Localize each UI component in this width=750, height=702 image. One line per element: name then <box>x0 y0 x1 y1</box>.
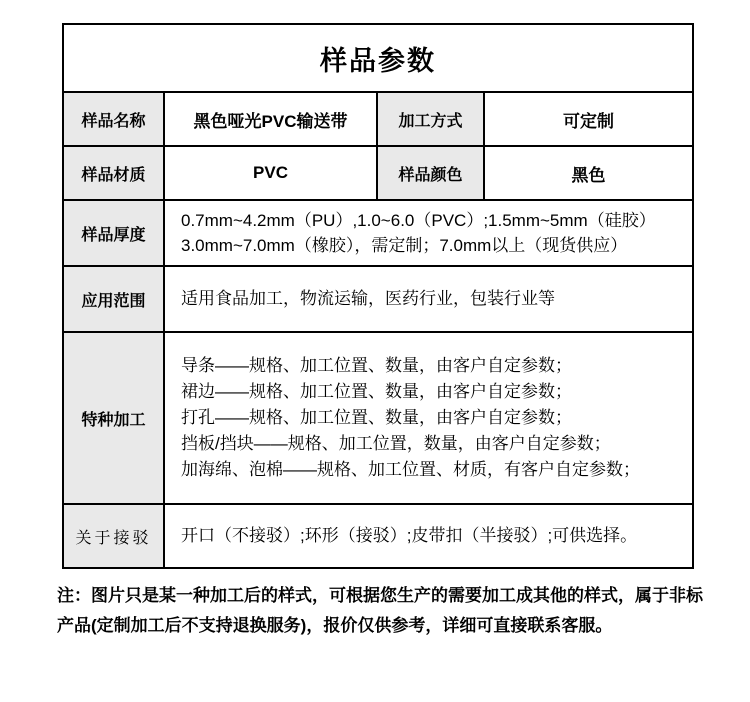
cell-special-processing <box>164 332 693 504</box>
cell-about-splicing <box>164 504 693 568</box>
application-line: 适用食品加工，物流运输，医药行业，包装行业等 <box>181 289 555 308</box>
cell-application-range <box>164 266 693 332</box>
cell-sample-name: 黑色哑光PVC输送带 <box>164 92 377 146</box>
special-processing-line: 裙边——规格、加工位置、数量，由客户自定参数； <box>181 382 572 401</box>
table-row <box>63 200 693 266</box>
table-row <box>63 92 693 146</box>
special-processing-line: 挡板/挡块——规格、加工位置，数量，由客户自定参数； <box>181 434 611 453</box>
label-sample-color: 样品颜色 <box>377 146 484 200</box>
page-title: 样品参数 <box>63 24 693 92</box>
special-processing-line: 加海绵、泡棉——规格、加工位置、材质，有客户自定参数； <box>181 460 640 479</box>
cell-sample-color: 黑色 <box>484 146 693 200</box>
table-row <box>63 266 693 332</box>
footnote <box>57 581 727 641</box>
cell-sample-thickness <box>164 200 693 266</box>
table-row <box>63 504 693 568</box>
special-processing-line: 打孔——规格、加工位置、数量，由客户自定参数； <box>181 408 572 427</box>
spec-table <box>62 23 694 569</box>
label-about-splicing: 关于接驳 <box>63 504 164 568</box>
thickness-line: 0.7mm~4.2mm（PU）,1.0~6.0（PVC）;1.5mm~5mm（硅胶） <box>181 211 656 230</box>
spec-sheet-page <box>0 23 750 702</box>
cell-sample-material: PVC <box>164 146 377 200</box>
label-application-range: 应用范围 <box>63 266 164 332</box>
footnote-line: 注：图片只是某一种加工后的样式，可根据您生产的需要加工成其他的样式，属于非标 <box>57 586 703 605</box>
splicing-line: 开口（不接驳）;环形（接驳）;皮带扣（半接驳）;可供选择。 <box>181 526 638 545</box>
table-row <box>63 146 693 200</box>
label-sample-name: 样品名称 <box>63 92 164 146</box>
footnote-line: 产品(定制加工后不支持退换服务)，报价仅供参考，详细可直接联系客服。 <box>57 616 613 635</box>
label-sample-material: 样品材质 <box>63 146 164 200</box>
title-row <box>63 24 693 92</box>
table-row <box>63 332 693 504</box>
label-special-processing: 特种加工 <box>63 332 164 504</box>
thickness-line: 3.0mm~7.0mm（橡胶），需定制；7.0mm以上（现货供应） <box>181 236 628 255</box>
special-processing-line: 导条——规格、加工位置、数量，由客户自定参数； <box>181 356 572 375</box>
label-processing-method: 加工方式 <box>377 92 484 146</box>
label-sample-thickness: 样品厚度 <box>63 200 164 266</box>
cell-processing-method: 可定制 <box>484 92 693 146</box>
